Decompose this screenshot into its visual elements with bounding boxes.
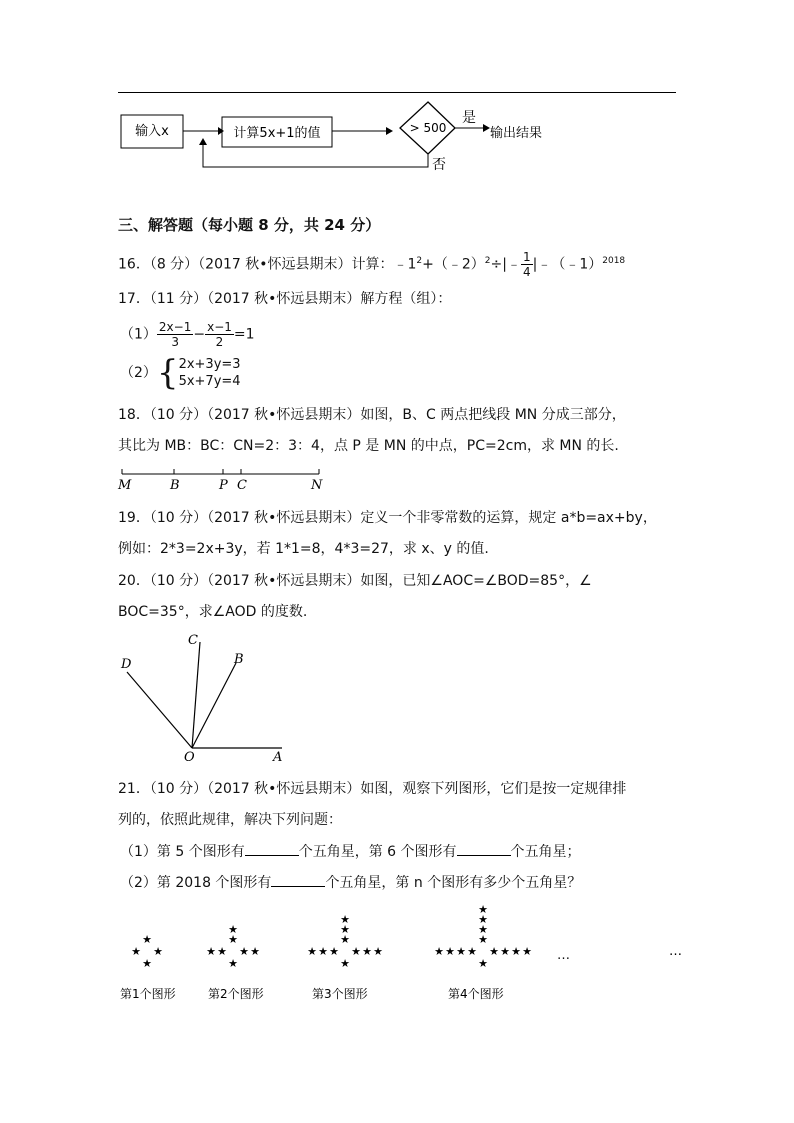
question-21-line-1: 21．（10 分）（2017 秋•怀远县期末）如图，观察下列图形，它们是按一定规律排	[118, 781, 627, 797]
star-icon: ★	[340, 923, 350, 936]
star-icon: ★	[478, 923, 488, 936]
star-icon: ★	[511, 945, 521, 958]
star-icon: ★	[217, 945, 227, 958]
answer-blank	[271, 872, 325, 887]
star-icon: ★	[362, 945, 372, 958]
vertex-o-label: O	[184, 750, 195, 765]
star-icon: ★	[329, 945, 339, 958]
header-rule	[118, 92, 676, 93]
point-n-label: N	[311, 478, 323, 493]
star-icon: ★	[489, 945, 499, 958]
star-icon: ★	[445, 945, 455, 958]
question-21-part-2: （2）第 2018 个图形有 个五角星，第 n 个图形有多少个五角星？	[120, 872, 581, 893]
star-icon: ★	[228, 923, 238, 936]
star-icon: ★	[142, 957, 152, 970]
flow-no-label: 否	[432, 157, 446, 173]
ray-b-label: B	[234, 652, 244, 667]
star-icon: ★	[142, 933, 152, 946]
star-icon: ★	[478, 933, 488, 946]
star-icon: ★	[500, 945, 510, 958]
flowchart-diagram	[110, 100, 570, 175]
section-title: 三、解答题（每小题 8 分，共 24 分）	[118, 216, 381, 234]
star-icon: ★	[478, 903, 488, 916]
star-icon: ★	[318, 945, 328, 958]
flow-compute-label: 计算5x+1的值	[233, 126, 321, 141]
star-icon: ★	[522, 945, 532, 958]
ray-a-label: A	[273, 750, 283, 765]
star-icon: ★	[478, 913, 488, 926]
star-pattern-figures	[112, 895, 682, 1005]
star-icon: ★	[131, 945, 141, 958]
star-icon: ★	[228, 957, 238, 970]
arrow-head	[386, 127, 393, 135]
fraction: $\frac{1}{4}$	[522, 250, 531, 279]
star-icon: ★	[340, 957, 350, 970]
star-icon: ★	[373, 945, 383, 958]
star-icon: ★	[351, 945, 361, 958]
star-icon: ★	[478, 957, 488, 970]
figure-1-caption: 第1个图形	[120, 987, 176, 1001]
question-20-line-2: BOC=35°，求∠AOD 的度数.	[118, 604, 308, 620]
question-16: 16．（8 分）（2017 秋•怀远县期末）计算：$﹣1^2+(﹣2)^2\div|﹣$ $\frac{1}{4}$ |﹣（﹣1）$^{2018}$	[118, 250, 626, 279]
ray-d-label: D	[121, 657, 132, 672]
star-icon: ★	[228, 933, 238, 946]
point-c-label: C	[237, 478, 247, 493]
flow-output-label: 输出结果	[490, 126, 543, 141]
star-icon: ★	[467, 945, 477, 958]
answer-blank	[457, 841, 511, 856]
flow-input-label: 输入x	[135, 124, 169, 139]
answer-blank	[245, 841, 299, 856]
question-18-line-2: 其比为 MB：BC：CN=2：3：4，点 P 是 MN 的中点，PC=2cm，求 MN 的长.	[118, 438, 619, 454]
star-icon: ★	[434, 945, 444, 958]
question-19-line-2: 例如：2*3=2x+3y，若 1*1=8，4*3=27，求 x、y 的值.	[118, 541, 489, 557]
point-m-label: M	[118, 478, 132, 493]
arrow-head	[199, 138, 207, 145]
star-icon: ★	[206, 945, 216, 958]
star-icon: ★	[340, 913, 350, 926]
angle-diagram	[112, 630, 292, 765]
star-icon: ★	[239, 945, 249, 958]
star-icon: ★	[307, 945, 317, 958]
arrow-head	[483, 124, 490, 132]
question-17-part-1: （1） $\frac{2x-1}{3}$ − $\frac{x-1}{2}$ =1	[120, 320, 255, 349]
ellipsis: …	[669, 944, 682, 959]
arrow-head	[218, 127, 224, 135]
question-20-line-1: 20．（10 分）（2017 秋•怀远县期末）如图，已知∠AOC=∠BOD=85°，∠	[118, 573, 592, 589]
question-17: 17．（11 分）（2017 秋•怀远县期末）解方程（组）：	[118, 291, 452, 307]
star-icon: ★	[153, 945, 163, 958]
question-17-part-2: （2）{ 2x+3y=3 5x+7y=4	[120, 353, 241, 393]
ellipsis-text: …	[557, 948, 570, 963]
star-icon: ★	[340, 933, 350, 946]
point-p-label: P	[219, 478, 228, 493]
question-18-line-1: 18．（10 分）（2017 秋•怀远县期末）如图，B、C 两点把线段 MN 分成三部分，	[118, 407, 626, 423]
star-icon: ★	[250, 945, 260, 958]
figure-2-caption: 第2个图形	[208, 987, 264, 1001]
star-icon: ★	[456, 945, 466, 958]
point-b-label: B	[170, 478, 180, 493]
question-19-line-1: 19．（10 分）（2017 秋•怀远县期末）定义一个非零常数的运算，规定 a*b=ax+by，	[118, 510, 657, 526]
brace-icon: {	[156, 353, 179, 393]
question-21-part-1: （1）第 5 个图形有 个五角星，第 6 个图形有 个五角星；	[120, 841, 581, 862]
segment-mn-diagram	[114, 466, 329, 494]
flow-yes-label: 是	[462, 110, 476, 126]
figure-4-caption: 第4个图形	[448, 987, 504, 1001]
question-21-line-2: 列的，依照此规律，解决下列问题：	[118, 812, 342, 828]
figure-3-caption: 第3个图形	[312, 987, 368, 1001]
ray-c-label: C	[188, 633, 198, 648]
flow-condition-label: > 500	[409, 121, 447, 135]
